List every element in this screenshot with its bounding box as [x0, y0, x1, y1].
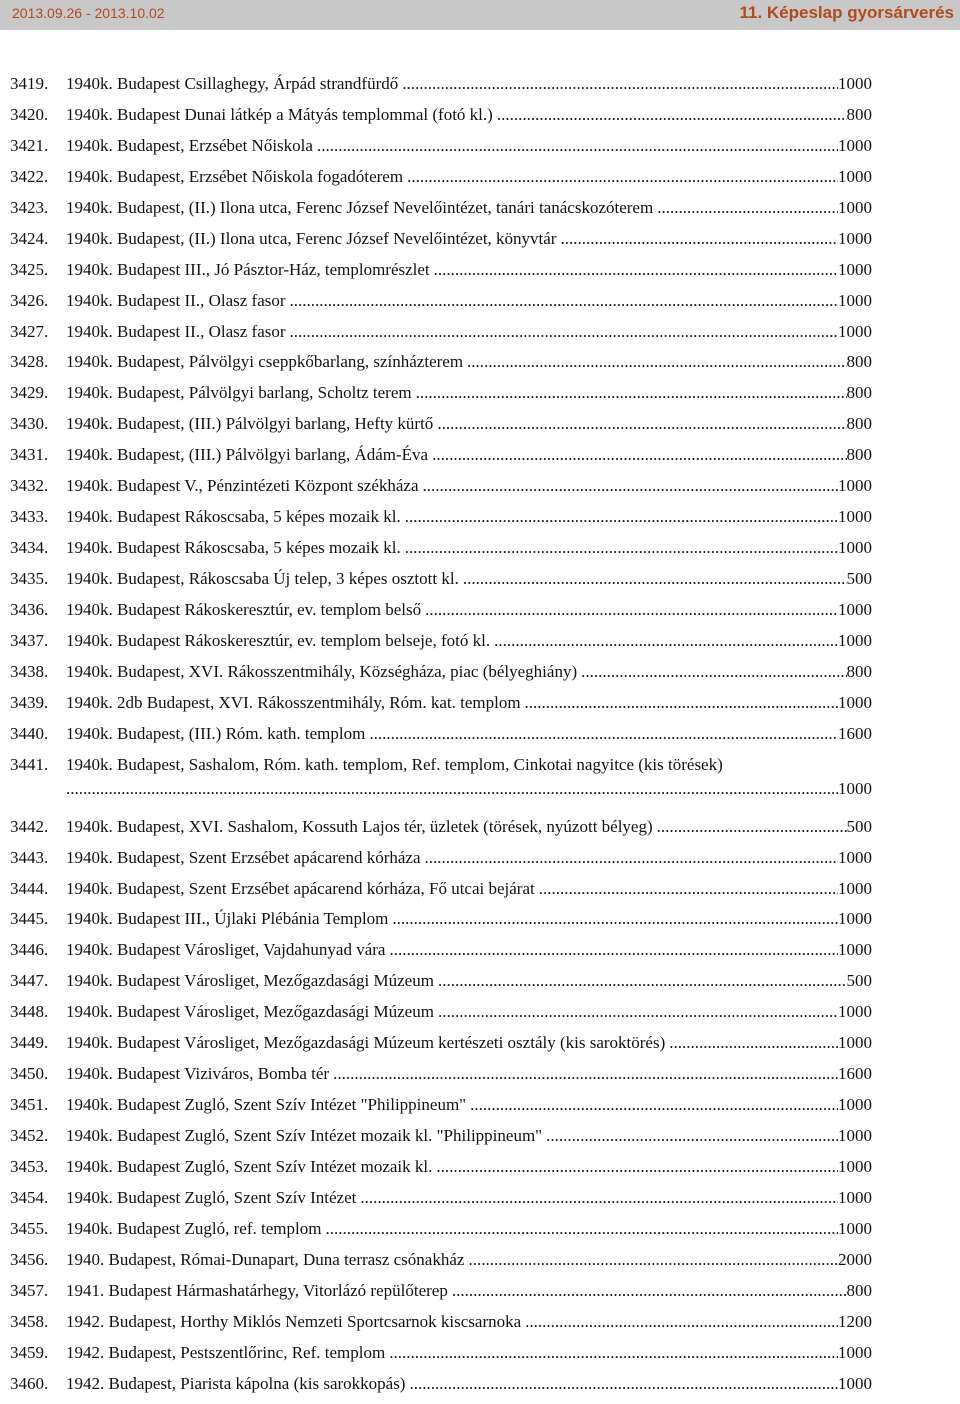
lot-price: 800: [847, 445, 873, 465]
leader-dots: [433, 414, 846, 434]
leader-dots: [432, 1157, 838, 1177]
lot-description: 1940k. Budapest, XVI. Rákosszentmihály, Községháza, piac (bélyeghiány): [66, 662, 577, 682]
lot-row: [10, 662, 872, 693]
lot-number: 3430.: [10, 414, 66, 434]
lot-description: 1940k. Budapest Városliget, Mezőgazdasági Múzeum: [66, 1002, 434, 1022]
leader-dots: [428, 445, 846, 465]
lot-price: 500: [847, 817, 873, 837]
lot-price: 1000: [838, 631, 872, 651]
lot-number: 3441.: [10, 755, 66, 775]
lot-number: 3437.: [10, 631, 66, 651]
lot-description: 1940k. Budapest, Szent Erzsébet apácarend kórháza, Fő utcai bejárat: [66, 879, 535, 899]
lot-number: 3426.: [10, 291, 66, 311]
lot-row: [10, 445, 872, 476]
lot-price: 1000: [838, 879, 872, 899]
lot-row: [10, 74, 872, 105]
lot-number: 3450.: [10, 1064, 66, 1084]
leader-dots: [412, 383, 847, 403]
leader-dots: [490, 631, 838, 651]
lot-number: 3422.: [10, 167, 66, 187]
lot-number: 3454.: [10, 1188, 66, 1208]
lot-description: 1940k. Budapest Városliget, Mezőgazdasági Múzeum kertészeti osztály (kis saroktörés): [66, 1033, 665, 1053]
lot-number: 3457.: [10, 1281, 66, 1301]
lot-price: 1000: [838, 1157, 872, 1177]
lot-description: 1940k. Budapest Rákoskeresztúr, ev. templom belseje, fotó kl.: [66, 631, 490, 651]
lot-price: 1200: [838, 1312, 872, 1332]
lot-price: 1000: [838, 507, 872, 527]
lot-number: 3442.: [10, 817, 66, 837]
lot-number: 3438.: [10, 662, 66, 682]
leader-dots: [405, 1374, 838, 1394]
lot-row: [10, 848, 872, 879]
leader-dots: [321, 1219, 838, 1239]
leader-dots: [466, 1095, 838, 1115]
lot-number: 3434.: [10, 538, 66, 558]
lot-row: [10, 1312, 872, 1343]
lot-price: 1000: [838, 167, 872, 187]
lot-price: 1000: [838, 291, 872, 311]
leader-dots: [521, 693, 838, 713]
lot-row: [10, 1188, 872, 1219]
lot-description: 1940k. Budapest Zugló, Szent Szív Intézet mozaik kl. "Philippineum": [66, 1126, 542, 1146]
leader-dots: [286, 322, 838, 342]
lot-price: 1000: [838, 136, 872, 156]
row-spacer: [10, 803, 872, 817]
leader-dots: [388, 909, 838, 929]
lot-number: 3459.: [10, 1343, 66, 1363]
leader-dots: [434, 1002, 838, 1022]
lot-description: 1940k. Budapest Viziváros, Bomba tér: [66, 1064, 329, 1084]
leader-dots: [434, 971, 847, 991]
leader-dots: [459, 569, 847, 589]
lot-number: 3455.: [10, 1219, 66, 1239]
lot-number: 3444.: [10, 879, 66, 899]
lot-row-continuation: [10, 779, 872, 803]
lot-row: [10, 507, 872, 538]
lot-number: 3452.: [10, 1126, 66, 1146]
lot-description: 1940k. Budapest V., Pénzintézeti Központ székháza: [66, 476, 419, 496]
lot-description: 1940. Budapest, Római-Dunapart, Duna terrasz csónakház: [66, 1250, 464, 1270]
lot-row: [10, 538, 872, 569]
lot-row: [10, 476, 872, 507]
lot-number: 3449.: [10, 1033, 66, 1053]
lot-description: 1940k. Budapest Zugló, Szent Szív Intézet mozaik kl.: [66, 1157, 432, 1177]
lot-number: 3424.: [10, 229, 66, 249]
lot-number: 3436.: [10, 600, 66, 620]
lot-row: [10, 260, 872, 291]
lot-description: 1940k. Budapest, (III.) Pálvölgyi barlang, Hefty kürtő: [66, 414, 433, 434]
lot-price: 500: [847, 971, 873, 991]
page-header: [0, 0, 960, 30]
lot-number: 3451.: [10, 1095, 66, 1115]
lot-price: 1000: [838, 1033, 872, 1053]
leader-dots: [535, 879, 838, 899]
lot-row: [10, 971, 872, 1002]
lot-row: [10, 909, 872, 940]
lot-number: 3428.: [10, 352, 66, 372]
lot-price: 1000: [838, 538, 872, 558]
auction-title: 11. Képeslap gyorsárverés: [739, 3, 954, 23]
lot-description: 1940k. Budapest Rákoscsaba, 5 képes mozaik kl.: [66, 538, 401, 558]
lot-price: 1000: [838, 476, 872, 496]
lot-row: [10, 569, 872, 600]
lot-description: 1940k. Budapest III., Újlaki Plébánia Templom: [66, 909, 388, 929]
lot-price: 1000: [838, 848, 872, 868]
lot-price: 800: [847, 414, 873, 434]
leader-dots: [521, 1312, 838, 1332]
lot-price: 1000: [838, 909, 872, 929]
lot-description: 1940k. Budapest II., Olasz fasor: [66, 291, 286, 311]
leader-dots: [385, 1343, 838, 1363]
leader-dots: [653, 198, 838, 218]
lot-description: 1940k. Budapest, Pálvölgyi cseppkőbarlang, színházterem: [66, 352, 463, 372]
lot-number: 3446.: [10, 940, 66, 960]
lot-price: 1000: [838, 198, 872, 218]
lot-row: [10, 414, 872, 445]
lot-description: 1940k. Budapest Dunai látkép a Mátyás templommal (fotó kl.): [66, 105, 493, 125]
lot-row: [10, 940, 872, 971]
lot-row: [10, 600, 872, 631]
lot-description: 1941. Budapest Hármashatárhegy, Vitorlázó repülőterep: [66, 1281, 448, 1301]
lot-price: 1000: [838, 229, 872, 249]
leader-dots: [463, 352, 846, 372]
lot-description: 1940k. 2db Budapest, XVI. Rákosszentmihály, Róm. kat. templom: [66, 693, 521, 713]
lot-description: 1940k. Budapest, Erzsébet Nőiskola: [66, 136, 313, 156]
lot-description: 1940k. Budapest Városliget, Vajdahunyad vára: [66, 940, 385, 960]
lot-number: 3425.: [10, 260, 66, 280]
lot-row: [10, 1095, 872, 1126]
lot-price: 1000: [838, 1126, 872, 1146]
lot-description: 1940k. Budapest, Rákoscsaba Új telep, 3 képes osztott kl.: [66, 569, 459, 589]
lot-row: [10, 755, 872, 779]
lot-description: 1942. Budapest, Piarista kápolna (kis sarokkopás): [66, 1374, 405, 1394]
lot-description: 1940k. Budapest Zugló, ref. templom: [66, 1219, 321, 1239]
lot-description: 1940k. Budapest, (II.) Ilona utca, Ferenc József Nevelőintézet, könyvtár: [66, 229, 556, 249]
lot-row: [10, 322, 872, 353]
lot-price: 1000: [838, 600, 872, 620]
lot-price: 1000: [838, 693, 872, 713]
lot-price: 2000: [838, 1250, 872, 1270]
lot-description: 1940k. Budapest, (II.) Ilona utca, Ferenc József Nevelőintézet, tanári tanácskozóterem: [66, 198, 653, 218]
lot-description: 1940k. Budapest Csillaghegy, Árpád strandfürdő: [66, 74, 398, 94]
lot-number: 3433.: [10, 507, 66, 527]
lot-row: [10, 1250, 872, 1281]
lot-row: [10, 1281, 872, 1312]
leader-dots: [365, 724, 838, 744]
lot-description: 1940k. Budapest, Pálvölgyi barlang, Scholtz terem: [66, 383, 412, 403]
leader-dots: [665, 1033, 838, 1053]
lot-number: 3453.: [10, 1157, 66, 1177]
lot-description: 1940k. Budapest Zugló, Szent Szív Intézet: [66, 1188, 356, 1208]
lot-number: 3432.: [10, 476, 66, 496]
lot-row: [10, 105, 872, 136]
leader-dots: [577, 662, 846, 682]
lot-description: 1940k. Budapest, Szent Erzsébet apácarend kórháza: [66, 848, 421, 868]
lot-description: 1940k. Budapest Rákoskeresztúr, ev. templom belső: [66, 600, 421, 620]
leader-dots: [430, 260, 838, 280]
lot-row: [10, 1126, 872, 1157]
lot-number: 3429.: [10, 383, 66, 403]
lot-row: [10, 631, 872, 662]
lot-number: 3460.: [10, 1374, 66, 1394]
lot-number: 3420.: [10, 105, 66, 125]
lot-description: 1942. Budapest, Pestszentlőrinc, Ref. templom: [66, 1343, 385, 1363]
lot-row: [10, 693, 872, 724]
lot-number: 3447.: [10, 971, 66, 991]
leader-dots: [401, 507, 838, 527]
lot-row: [10, 1157, 872, 1188]
lot-number: 3448.: [10, 1002, 66, 1022]
leader-dots: [556, 229, 838, 249]
leader-dots: [542, 1126, 838, 1146]
lot-number: 3445.: [10, 909, 66, 929]
lot-description: 1940k. Budapest, Erzsébet Nőiskola fogadóterem: [66, 167, 403, 187]
lot-price: 1000: [838, 1188, 872, 1208]
lot-description: 1942. Budapest, Horthy Miklós Nemzeti Sportcsarnok kiscsarnoka: [66, 1312, 521, 1332]
lot-price: 1600: [838, 1064, 872, 1084]
leader-dots: [66, 779, 838, 799]
lot-price: 1000: [838, 1374, 872, 1394]
lot-price: 800: [847, 383, 873, 403]
lot-row: [10, 1343, 872, 1374]
lot-list: [10, 74, 872, 1404]
lot-row: [10, 1064, 872, 1095]
lot-price: 800: [847, 662, 873, 682]
lot-row: [10, 1033, 872, 1064]
leader-dots: [448, 1281, 847, 1301]
leader-dots: [421, 600, 838, 620]
lot-description: 1940k. Budapest, (III.) Pálvölgyi barlang, Ádám-Éva: [66, 445, 428, 465]
leader-dots: [464, 1250, 838, 1270]
lot-row: [10, 724, 872, 755]
lot-row: [10, 136, 872, 167]
lot-price: 800: [847, 1281, 873, 1301]
lot-row: [10, 167, 872, 198]
lot-row: [10, 1002, 872, 1033]
lot-description: 1940k. Budapest Rákoscsaba, 5 képes mozaik kl.: [66, 507, 401, 527]
lot-row: [10, 198, 872, 229]
lot-number: 3427.: [10, 322, 66, 342]
leader-dots: [401, 538, 838, 558]
lot-price: 1000: [838, 940, 872, 960]
lot-row: [10, 383, 872, 414]
lot-price: 1000: [838, 74, 872, 94]
leader-dots: [385, 940, 838, 960]
leader-dots: [653, 817, 847, 837]
leader-dots: [421, 848, 839, 868]
lot-row: [10, 1219, 872, 1250]
lot-row: [10, 879, 872, 910]
lot-number: 3443.: [10, 848, 66, 868]
leader-dots: [419, 476, 838, 496]
lot-row: [10, 1374, 872, 1404]
lot-number: 3423.: [10, 198, 66, 218]
leader-dots: [403, 167, 838, 187]
lot-price: 1600: [838, 724, 872, 744]
lot-number: 3419.: [10, 74, 66, 94]
lot-description: 1940k. Budapest, (III.) Róm. kath. templom: [66, 724, 365, 744]
lot-row: [10, 291, 872, 322]
lot-price: 1000: [838, 1095, 872, 1115]
lot-price: 1000: [838, 1219, 872, 1239]
lot-number: 3421.: [10, 136, 66, 156]
lot-price: 1000: [838, 260, 872, 280]
lot-description: 1940k. Budapest, Sashalom, Róm. kath. templom, Ref. templom, Cinkotai nagyitce (kis törések): [66, 755, 723, 775]
lot-description: 1940k. Budapest, XVI. Sashalom, Kossuth Lajos tér, üzletek (törések, nyúzott bélyeg): [66, 817, 653, 837]
lot-row: [10, 352, 872, 383]
lot-number: 3435.: [10, 569, 66, 589]
lot-price: 800: [847, 105, 873, 125]
lot-number: 3440.: [10, 724, 66, 744]
lot-number: 3456.: [10, 1250, 66, 1270]
lot-description: 1940k. Budapest Városliget, Mezőgazdasági Múzeum: [66, 971, 434, 991]
lot-row: [10, 229, 872, 260]
leader-dots: [493, 105, 847, 125]
lot-number: 3431.: [10, 445, 66, 465]
leader-dots: [313, 136, 838, 156]
lot-row: [10, 817, 872, 848]
lot-description: 1940k. Budapest Zugló, Szent Szív Intézet "Philippineum": [66, 1095, 466, 1115]
lot-number: 3458.: [10, 1312, 66, 1332]
lot-price: 1000: [838, 1002, 872, 1022]
lot-description: 1940k. Budapest III., Jó Pásztor-Ház, templomrészlet: [66, 260, 430, 280]
leader-dots: [398, 74, 838, 94]
leader-dots: [286, 291, 838, 311]
leader-dots: [329, 1064, 838, 1084]
lot-price: 1000: [838, 1343, 872, 1363]
lot-price: 1000: [838, 322, 872, 342]
lot-price: 1000: [838, 779, 872, 799]
lot-number: 3439.: [10, 693, 66, 713]
auction-dates: 2013.09.26 - 2013.10.02: [12, 5, 165, 21]
lot-description: 1940k. Budapest II., Olasz fasor: [66, 322, 286, 342]
leader-dots: [356, 1188, 838, 1208]
lot-price: 500: [847, 569, 873, 589]
lot-price: 800: [847, 352, 873, 372]
